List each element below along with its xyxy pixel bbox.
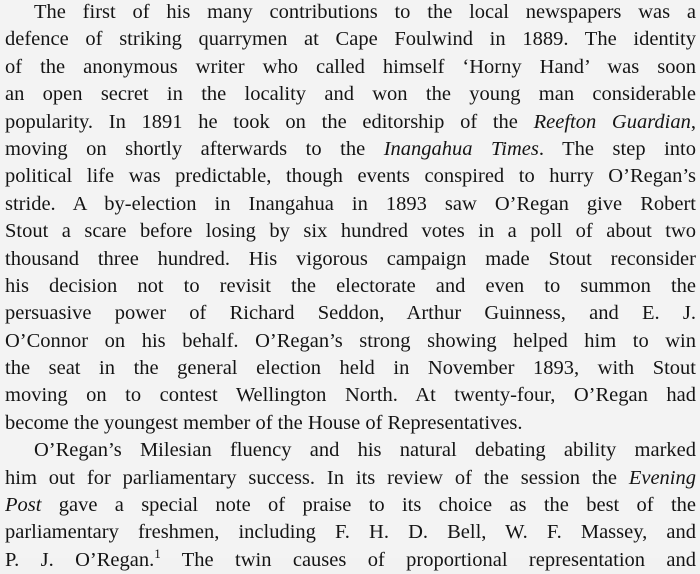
text-line	[5, 410, 696, 437]
text-segment: ,	[690, 110, 696, 133]
text-segment: The twin causes of proportional representation and	[160, 548, 696, 571]
paragraph	[5, 0, 696, 437]
text-line	[5, 109, 696, 136]
text-segment: the seat in the general election held in November 1893, with Stout	[5, 357, 696, 380]
text-line	[5, 382, 696, 409]
text-line	[5, 437, 696, 464]
text-segment: Stout a scare before losing by six hundred votes in a poll of about two	[5, 220, 696, 243]
text-segment: defence of striking quarrymen at Cape Foulwind in 1889. The identity	[5, 28, 696, 51]
text-segment: moving on shortly afterwards to the	[5, 137, 384, 160]
text-line	[5, 136, 696, 163]
text-line	[5, 191, 696, 218]
text-segment: . The step into	[538, 137, 696, 160]
text-segment: popularity. In 1891 he took on the editorship of the	[5, 110, 534, 133]
document-body	[5, 0, 696, 574]
italic-title: Post	[5, 494, 42, 517]
text-line	[5, 26, 696, 53]
text-line	[5, 300, 696, 327]
text-line	[5, 273, 696, 300]
text-line	[5, 246, 696, 273]
text-segment: gave a special note of praise to its choice as the best of the	[41, 494, 696, 517]
text-segment: O’Connor on his behalf. O’Regan’s strong showing helped him to win	[5, 329, 696, 352]
text-line	[5, 163, 696, 190]
text-line	[5, 218, 696, 245]
text-segment: O’Regan’s Milesian fluency and his natural debating ability marked	[34, 439, 696, 462]
text-line	[5, 0, 696, 26]
text-segment: of the anonymous writer who called himself ‘Horny Hand’ was soon	[5, 55, 696, 78]
text-line	[5, 519, 696, 546]
text-line	[5, 355, 696, 382]
text-segment: his decision not to revisit the electorate and even to summon the	[5, 274, 696, 297]
italic-title: Evening	[628, 466, 696, 489]
text-line	[5, 81, 696, 108]
text-line	[5, 465, 696, 492]
italic-title: Inangahua Times	[383, 137, 539, 160]
text-segment: him out for parliamentary success. In its review of the session the	[5, 466, 629, 489]
text-segment: an open secret in the locality and won the young man considerable	[5, 83, 696, 106]
text-segment: stride. A by-election in Inangahua in 1893 saw O’Regan give Robert	[5, 192, 696, 215]
text-segment: persuasive power of Richard Seddon, Arthur Guinness, and E. J.	[5, 302, 696, 325]
text-line	[5, 328, 696, 355]
text-segment: become the youngest member of the House of Representatives.	[5, 411, 523, 434]
text-line	[5, 547, 696, 574]
italic-title: Reefton Guardian	[533, 110, 691, 133]
text-segment: thousand three hundred. His vigorous campaign made Stout reconsider	[5, 247, 696, 270]
text-segment: political life was predictable, though events conspired to hurry O’Regan’s	[5, 165, 696, 188]
paragraph	[5, 437, 696, 574]
footnote-marker: 1	[154, 546, 161, 562]
text-segment: The first of his many contributions to the local newspapers was a	[34, 1, 696, 23]
text-line	[5, 492, 696, 519]
text-segment: moving on to contest Wellington North. At twenty-four, O’Regan had	[5, 384, 696, 407]
text-segment: parliamentary freshmen, including F. H. D. Bell, W. F. Massey, and	[5, 521, 696, 544]
text-line	[5, 54, 696, 81]
text-segment: P. J. O’Regan.	[5, 548, 155, 571]
